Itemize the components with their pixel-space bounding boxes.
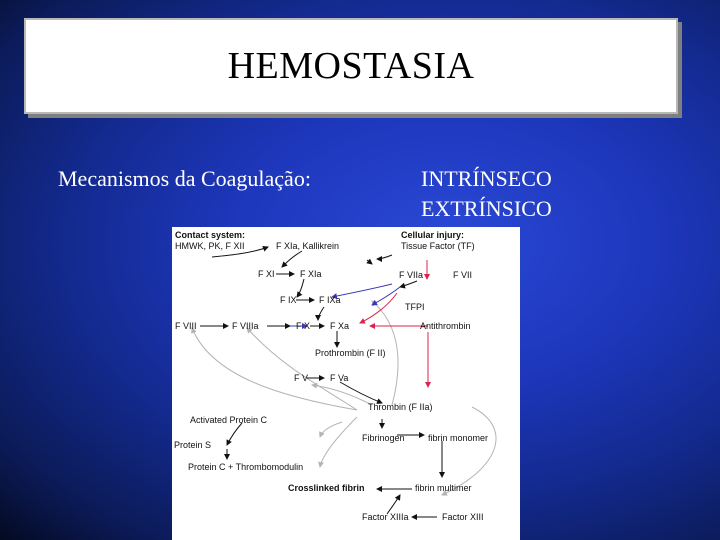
- arrow-tf-fviia: [367, 260, 372, 264]
- fxia-kallikrein-label: F XIa, Kallikrein: [276, 241, 340, 251]
- fxi-label: F XI: [258, 269, 275, 279]
- cascade-svg: [172, 227, 520, 540]
- factor-xiii-label: Factor XIII: [442, 512, 484, 522]
- contact-system-factors: HMWK, PK, F XII: [175, 241, 245, 251]
- fva-label: F Va: [330, 373, 349, 383]
- fvii-label: F VII: [453, 270, 473, 280]
- tissue-factor-label: Tissue Factor (TF): [401, 241, 475, 251]
- arrow-apc-protein-s: [227, 423, 242, 445]
- fibrin-multimer-label: fibrin multimer: [415, 483, 472, 493]
- page-title: HEMOSTASIA: [227, 45, 475, 87]
- antithrombin-label: Antithrombin: [420, 321, 471, 331]
- fibrin-monomer-label: fibrin monomer: [428, 433, 489, 443]
- blue-arrows: [290, 284, 400, 326]
- prothrombin-label: Prothrombin (F II): [315, 348, 386, 358]
- feedback-arrow-protein-c: [320, 417, 357, 467]
- fxia-label: F XIa: [300, 269, 322, 279]
- contact-system-header: Contact system:: [175, 230, 246, 240]
- fviii-label: F VIII: [175, 321, 197, 331]
- factor-xiiia-label: Factor XIIIa: [362, 512, 409, 522]
- protein-c-thrombomodulin-label: Protein C + Thrombomodulin: [188, 462, 304, 472]
- crosslinked-fibrin-label: Crosslinked fibrin: [288, 483, 365, 493]
- fx-label: F X: [296, 321, 311, 331]
- mechanism-intrinsic: INTRÍNSECO: [421, 166, 552, 191]
- fviia-label: F VIIa: [399, 270, 424, 280]
- title-box: [24, 18, 678, 114]
- subtitle: Mecanismos da Coagulação:: [58, 166, 311, 191]
- activated-protein-c-label: Activated Protein C: [190, 415, 268, 425]
- feedback-arrow-thrombin-apc: [320, 422, 342, 437]
- cellular-injury-header: Cellular injury:: [401, 230, 465, 240]
- protein-s-label: Protein S: [174, 440, 212, 450]
- tfpi-label: TFPI: [405, 302, 425, 312]
- arrow-fvii-fviia: [400, 281, 417, 287]
- feedback-arrow-fviii: [192, 328, 357, 410]
- arrow-tfpi-fviia: [372, 287, 400, 305]
- activation-arrows: [200, 247, 442, 517]
- thrombin-label: Thrombin (F IIa): [368, 402, 433, 412]
- arrow-kallikrein-xi: [282, 251, 302, 267]
- arrow-fixa-fx: [318, 307, 324, 320]
- arrow-fviia-fix: [332, 284, 392, 297]
- coagulation-cascade-diagram: [172, 227, 520, 540]
- diagram-labels: [174, 230, 488, 522]
- arrow-tf-cellular: [377, 255, 392, 259]
- fv-label: F V: [294, 373, 309, 383]
- fixa-label: F IXa: [319, 295, 341, 305]
- fxa-label: F Xa: [330, 321, 350, 331]
- feedback-arrow-fxiii: [442, 407, 496, 495]
- fviiia-label: F VIIIa: [232, 321, 259, 331]
- feedback-arrow-fviiia: [247, 328, 357, 410]
- arrow-fxia-fix: [297, 279, 304, 297]
- fibrinogen-label: Fibrinogen: [362, 433, 405, 443]
- fix-label: F IX: [280, 295, 297, 305]
- mechanism-extrinsic: EXTRÍNSICO: [421, 196, 552, 221]
